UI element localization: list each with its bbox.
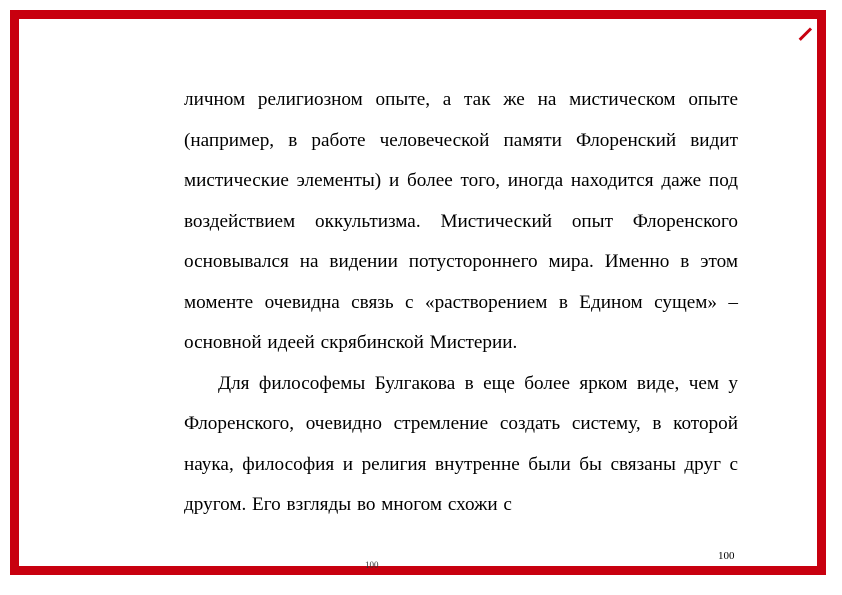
paragraph-continued: личном религиозном опыте, а так же на мистическом опыте (например, в работе человеческой памяти Флоренский видит мистические элементы) и более того, иногда находится даже под воздействием оккультизма. Мистический опыт Флоренского основывался на видении потустороннего мира. Именно в этом моменте очевидна связь с «растворением в Едином сущем» – основной идеей скрябинской Мистерии. xyxy=(184,89,738,353)
paragraph-bulgakov: Для философемы Булгакова в еще более ярком виде, чем у Флоренского, очевидно стремление создать систему, в которой наука, философия и религия внутренне были бы связаны друг с другом. Его взгляды во многом схожи с xyxy=(184,372,738,515)
frame-corner-decoration xyxy=(799,27,812,40)
page-number: 100 xyxy=(718,550,735,562)
page-number-small: 100 xyxy=(365,560,379,570)
document-body xyxy=(184,80,738,526)
